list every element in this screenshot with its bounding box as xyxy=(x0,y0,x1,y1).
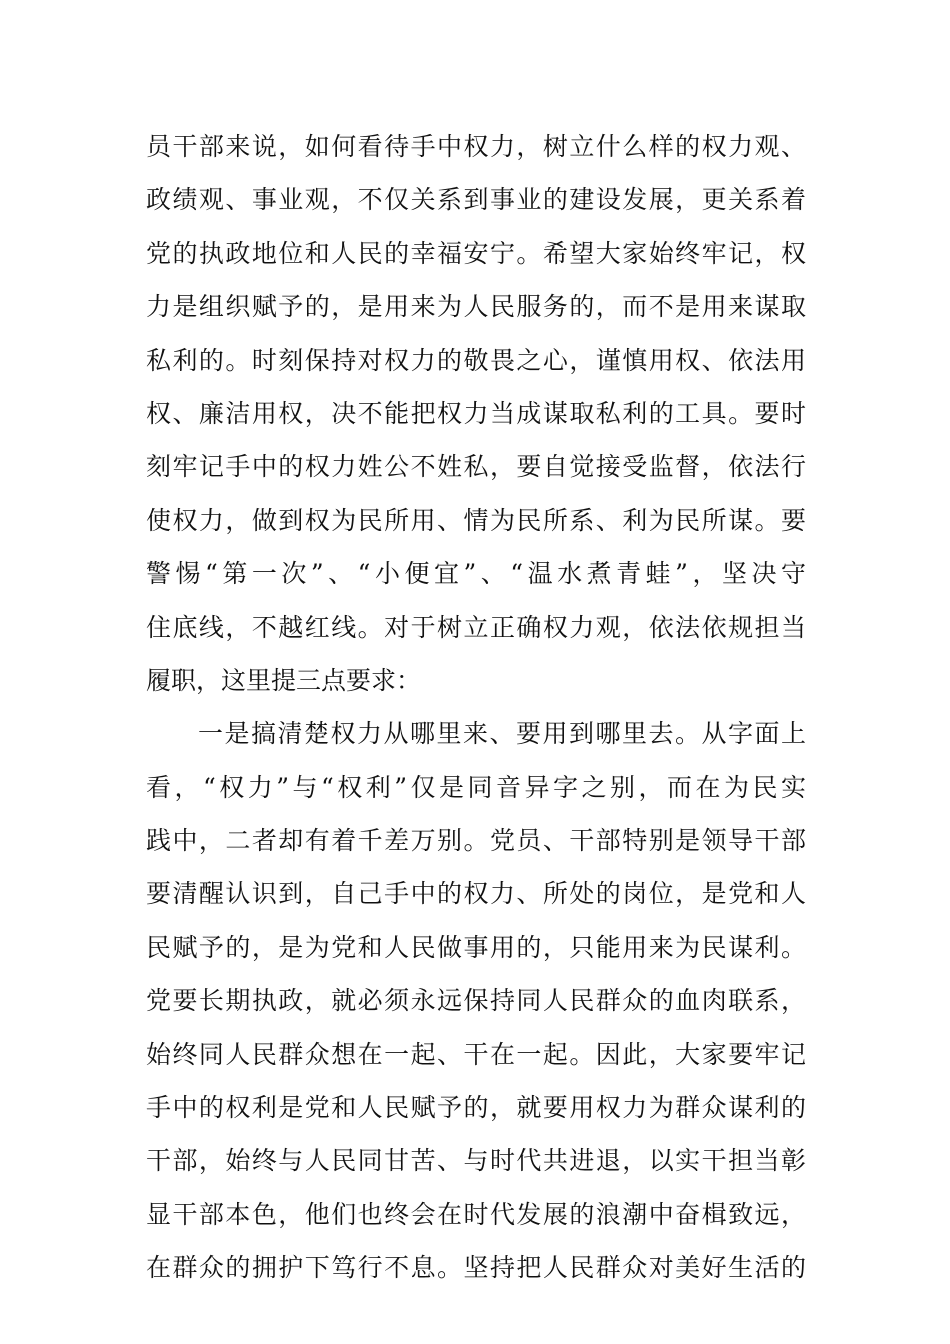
text-line: 民赋予的，是为党和人民做事用的，只能用来为民谋利。 xyxy=(146,932,806,962)
text-line: 警惕“第一次”、“小便宜”、“温水煮青蛙”，坚决守 xyxy=(146,559,806,589)
text-line: 践中，二者却有着千差万别。党员、干部特别是领导干部 xyxy=(146,826,806,856)
text-line: 要清醒认识到，自己手中的权力、所处的岗位，是党和人 xyxy=(146,879,806,909)
text-line: 看，“权力”与“权利”仅是同音异字之别，而在为民实 xyxy=(146,772,806,802)
text-line: 党要长期执政，就必须永远保持同人民群众的血肉联系， xyxy=(146,986,806,1016)
paragraph-1 xyxy=(146,120,806,707)
text-line: 力是组织赋予的，是用来为人民服务的，而不是用来谋取 xyxy=(146,292,806,322)
text-line: 始终同人民群众想在一起、干在一起。因此，大家要牢记 xyxy=(146,1039,806,1069)
text-line: 手中的权利是党和人民赋予的，就要用权力为群众谋利的 xyxy=(146,1093,806,1123)
text-line: 使权力，做到权为民所用、情为民所系、利为民所谋。要 xyxy=(146,505,806,535)
document-body xyxy=(146,120,806,1295)
text-line: 政绩观、事业观，不仅关系到事业的建设发展，更关系着 xyxy=(146,185,806,215)
text-line: 显干部本色，他们也终会在时代发展的浪潮中奋楫致远， xyxy=(146,1199,806,1229)
text-line: 住底线，不越红线。对于树立正确权力观，依法依规担当 xyxy=(146,612,806,642)
text-line: 私利的。时刻保持对权力的敬畏之心，谨慎用权、依法用 xyxy=(146,345,806,375)
text-line: 履职，这里提三点要求： xyxy=(146,665,422,695)
text-line: 在群众的拥护下笃行不息。坚持把人民群众对美好生活的 xyxy=(146,1253,806,1283)
text-line: 党的执政地位和人民的幸福安宁。希望大家始终牢记，权 xyxy=(146,238,806,268)
text-line: 刻牢记手中的权力姓公不姓私，要自觉接受监督，依法行 xyxy=(146,452,806,482)
paragraph-2 xyxy=(146,707,806,1294)
text-line: 干部，始终与人民同甘苦、与时代共进退，以实干担当彰 xyxy=(146,1146,806,1176)
text-line: 权、廉洁用权，决不能把权力当成谋取私利的工具。要时 xyxy=(146,398,806,428)
text-line: 员干部来说，如何看待手中权力，树立什么样的权力观、 xyxy=(146,132,806,161)
text-line: 一是搞清楚权力从哪里来、要用到哪里去。从字面上 xyxy=(198,719,806,749)
